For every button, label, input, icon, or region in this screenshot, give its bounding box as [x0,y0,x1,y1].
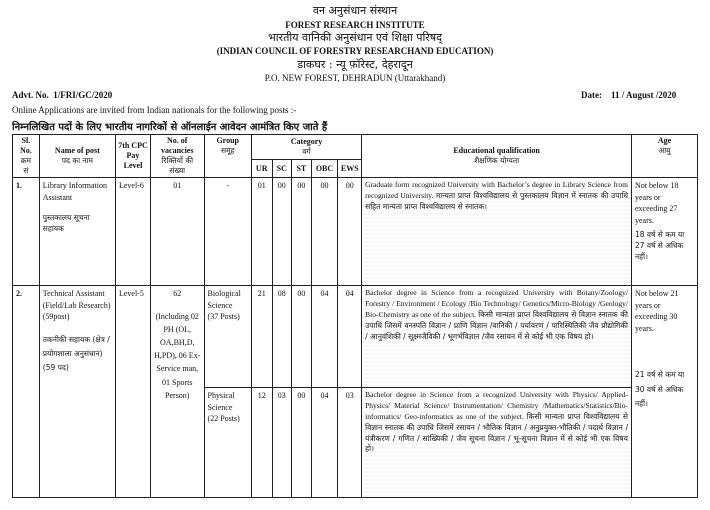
col-age: Age आयु [631,135,697,178]
cell-age: Not below 18 years or exceeding 27 years. 18 वर्ष से कम या 27 वर्ष से अधिक नहीं। [631,178,697,286]
cell-sc: 08 [272,286,292,388]
cell-ews: 00 [338,178,362,286]
advt-label: Advt. No. [12,90,49,100]
col-pay-level: 7th CPC Pay Level [115,135,150,178]
hindi-council-name: भारतीय वानिकी अनुसंधान एवं शिक्षा परिषद् [267,31,442,44]
cell-group-bio: Biological Science (37 Posts) [204,286,251,388]
cell-age: Not below 21 years or exceeding 30 years. 21 वर्ष से कम या 30 वर्ष से अधिक नहीं। [631,286,697,498]
table-row [13,178,698,286]
col-group: Group समूह [204,135,251,178]
intro-english: Online Applications are invited from Indian nationals for the following posts :- [12,105,297,115]
cell-sc: 03 [272,388,292,498]
cell-post: Technical Assistant (Field/Lab Research) (59post) तकनीकी सहायक (क्षेत्र / प्रयोगशाला अनुसंधान) (59 पद) [39,286,115,498]
cell-qualification: Graduate form recognized University with Bachelor’s degree in Library Science from recognized University. मान्यता प्राप्त विश्वविद्यालय से पुस्तकालय विज्ञान में स्नातक की उपाधि सहित मान्यता प्राप्त विश्वविद्यालय से स्नातक। [362,178,632,286]
cell-obc: 04 [311,388,338,498]
cell-st: 00 [292,388,312,498]
cell-post: Library Information Assistant पुस्तकालय सूचना सहायक [39,178,115,286]
col-vacancies: No. of vacancies रिक्तियों की संख्या [150,135,204,178]
cell-sl: 1. [13,178,40,286]
cell-ur: 12 [251,388,272,498]
english-post-office: P.O. NEW FOREST, DEHRADUN (Uttarakhand) [264,73,446,83]
cell-group: - [204,178,251,286]
col-sl: Sl. No. क्रम सं [13,135,40,178]
cell-st: 00 [292,178,312,286]
cell-ur: 21 [251,286,272,388]
cell-qualification-bio: Bachelor degree in Science from a recognized University with Botany/Zoology/ Forestry / Environment / Ecology /Bio Technology/ Genetics/Micro-Biology /Geology/ Bio-Chemistry as one of the subject. किसी मान्यता प्राप्त विश्वविद्यालय से विज्ञान स्नातक की उपाधि जिसमें वनस्पति विज्ञान / प्राणि विज्ञान /वानिकी / पर्यावरण / पारिस्थितिकी जैव प्रौद्योगिकी / आनुवंशिकी / सूक्ष्मजैविकी / भूगर्भविज्ञान /जैव रसायन में से कोई भी एक विषय हो। [362,286,632,388]
col-cat-ews: EWS [338,160,362,178]
table-header-row [13,135,698,160]
col-category: Category वर्ग [251,135,361,160]
cell-group-phy: Physical Science (22 Posts) [204,388,251,498]
cell-ews: 03 [338,388,362,498]
advt-date [581,90,676,100]
cell-obc: 04 [311,286,338,388]
cell-level: Level-5 [115,286,150,498]
cell-vacancies: 62 (Including 02 PH (OL, OA,BH,D, H,PD), 06 Ex-Service man, 01 Sports Person) [150,286,204,498]
intro-hindi: निम्नलिखित पदों के लिए भारतीय नागरिकों से ऑनलाईन आवेदन आमंत्रित किए जाते हैं [12,122,328,133]
english-org-name: FOREST RESEARCH INSTITUTE [285,20,425,30]
cell-sl: 2. [13,286,40,498]
cell-vacancies: 01 [150,178,204,286]
cell-level: Level-6 [115,178,150,286]
hindi-post-office: डाकघर : न्यू फ़ॉरेस्ट, देहरादून [297,58,413,71]
col-qualification: Educational qualification शैक्षणिक योग्यता [362,135,632,178]
cell-sc: 00 [272,178,292,286]
cell-ur: 01 [251,178,272,286]
col-post: Name of post पद का नाम [39,135,115,178]
english-council-name: (INDIAN COUNCIL OF FORESTRY RESEARCHAND EDUCATION) [216,46,494,56]
cell-st: 00 [292,286,312,388]
vacancy-table [12,134,698,498]
col-cat-st: ST [292,160,312,178]
table-row [13,286,698,388]
hindi-org-name: वन अनुसंधान संस्थान [312,4,398,17]
date-label: Date: [581,90,602,100]
cell-qualification-phy: Bachelor degree in Science from a recognized University with Physics/ Applied-Physics/ Material Science/ Instrumentation/ Chemistry /Mathematics/Statistics/Bio-informatics/ Geo-informatics as one of the subject. किसी मान्यता प्राप्त विश्वविद्यालय से विज्ञान स्नातक की उपाधि जिसमें रसायन / भौतिक विज्ञान / अनुप्रयुक्त-भौतिकी / पदार्थ विज्ञान / यंत्रीकरण / गणित / सांख्यिकी / जैव सूचना विज्ञान / भू-सूचना विज्ञान में से कोई भी एक विषय हो। [362,388,632,498]
cell-ews: 04 [338,286,362,388]
date-value: 11 / August /2020 [611,90,677,100]
col-cat-ur: UR [251,160,272,178]
advt-number [12,90,112,100]
col-cat-obc: OBC [311,160,338,178]
cell-obc: 00 [311,178,338,286]
advt-number-value: 1/FRI/GC/2020 [53,90,113,100]
col-cat-sc: SC [272,160,292,178]
